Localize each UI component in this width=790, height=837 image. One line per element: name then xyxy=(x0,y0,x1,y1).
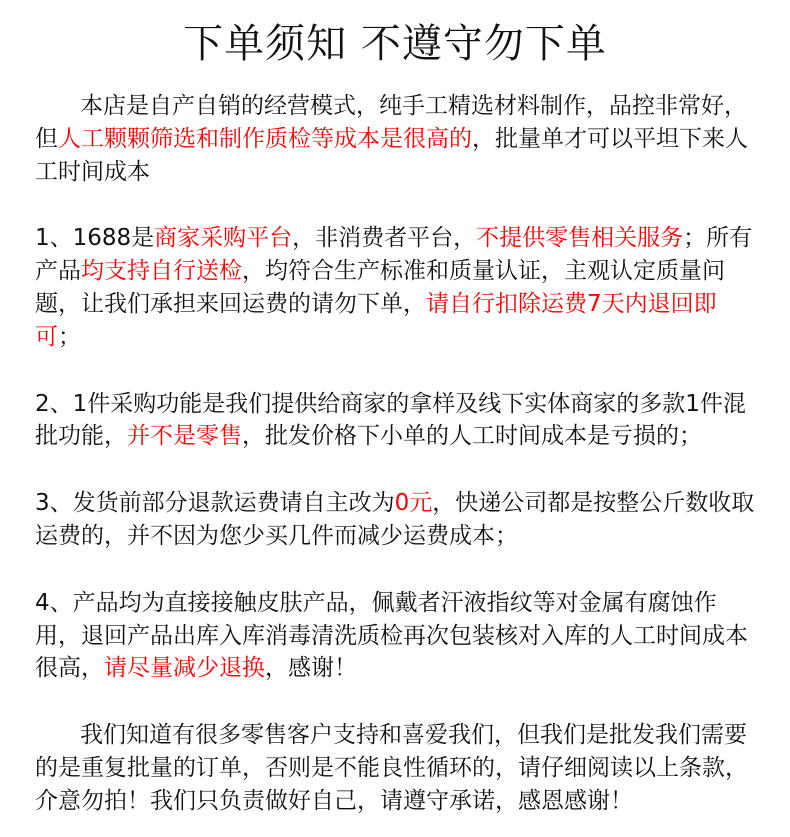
paragraph-gap xyxy=(35,188,775,222)
paragraph xyxy=(35,90,775,188)
text-segment: 很高， xyxy=(35,655,104,682)
highlighted-text: 不提供零售相关服务 xyxy=(476,225,684,252)
text-line xyxy=(35,420,775,453)
highlighted-text: 请尽量减少退换 xyxy=(104,655,265,682)
text-segment: 介意勿拍！我们只负责做好自己，请遵守承诺，感恩感谢！ xyxy=(35,787,633,814)
text-line xyxy=(35,288,775,321)
text-segment: ，快递公司都是按整公斤数收取 xyxy=(432,490,755,517)
text-segment: ； xyxy=(58,323,81,350)
text-segment: 1、1688是 xyxy=(35,225,155,252)
paragraph xyxy=(35,388,775,454)
text-line xyxy=(35,255,775,288)
text-segment: 3、发货前部分退款运费请自主改为 xyxy=(35,490,395,517)
highlighted-text: 商家采购平台 xyxy=(154,225,293,252)
paragraph xyxy=(35,487,775,553)
text-segment: ，感谢！ xyxy=(265,655,357,682)
text-line xyxy=(35,388,775,421)
paragraph xyxy=(35,587,775,685)
text-line xyxy=(35,90,775,123)
text-segment: 但 xyxy=(35,125,58,152)
text-line xyxy=(35,620,775,653)
text-line xyxy=(35,785,775,818)
text-segment: 本店是自产自销的经营模式，纯手工精选材料制作，品控非常好， xyxy=(80,93,747,119)
highlighted-text: 人工颗颗筛选和制作质检等成本是很高的 xyxy=(58,125,472,152)
paragraph-gap xyxy=(35,453,775,487)
text-segment: ，批量单才可以平坦下来人 xyxy=(472,125,748,152)
text-segment: 运费的，并不因为您少买几件而减少运费成本； xyxy=(35,522,518,549)
highlighted-text: 可 xyxy=(35,323,58,350)
paragraph xyxy=(35,222,775,353)
notice-body xyxy=(35,90,775,818)
text-line xyxy=(35,587,775,620)
text-line xyxy=(35,719,775,752)
highlighted-text: 均支持自行送检 xyxy=(81,258,242,285)
text-line xyxy=(35,652,775,685)
text-line xyxy=(35,123,775,156)
text-line xyxy=(35,156,775,189)
text-segment: 工时间成本 xyxy=(35,158,150,185)
text-line xyxy=(35,487,775,520)
text-segment: ；所有 xyxy=(683,225,753,252)
text-segment: ，非消费者平台， xyxy=(292,225,477,252)
text-segment: 题，让我们承担来回运费的请勿下单， xyxy=(35,290,426,317)
text-line xyxy=(35,321,775,354)
text-line xyxy=(35,222,775,255)
text-segment: 用，退回产品出库入库消毒清洗质检再次包装核对入库的人工时间成本 xyxy=(35,622,748,649)
text-segment: ，批发价格下小单的人工时间成本是亏损的； xyxy=(242,423,702,450)
paragraph xyxy=(35,719,775,817)
text-line xyxy=(35,520,775,553)
paragraph-gap xyxy=(35,553,775,587)
highlighted-text: 0元 xyxy=(394,490,433,517)
text-segment: 2、1件采购功能是我们提供给商家的拿样及线下实体商家的多款1件混 xyxy=(35,390,746,417)
text-segment: 4、产品均为直接接触皮肤产品，佩戴者汗液指纹等对金属有腐蚀作 xyxy=(35,589,717,616)
text-segment: ，均符合生产标准和质量认证，主观认定质量问 xyxy=(242,258,725,285)
text-segment: 批功能， xyxy=(35,423,127,450)
highlighted-text: 请自行扣除运费7天内退回即 xyxy=(426,290,717,317)
text-line xyxy=(35,752,775,785)
text-segment: 的是重复批量的订单，否则是不能良性循环的，请仔细阅读以上条款， xyxy=(35,754,748,781)
text-segment: 产品 xyxy=(35,258,81,285)
page-title: 下单须知 不遵守勿下单 xyxy=(183,21,607,67)
paragraph-gap xyxy=(35,685,775,719)
highlighted-text: 并不是零售 xyxy=(127,423,242,450)
paragraph-gap xyxy=(35,354,775,388)
text-segment: 我们知道有很多零售客户支持和喜爱我们，但我们是批发我们需要 xyxy=(80,722,747,749)
